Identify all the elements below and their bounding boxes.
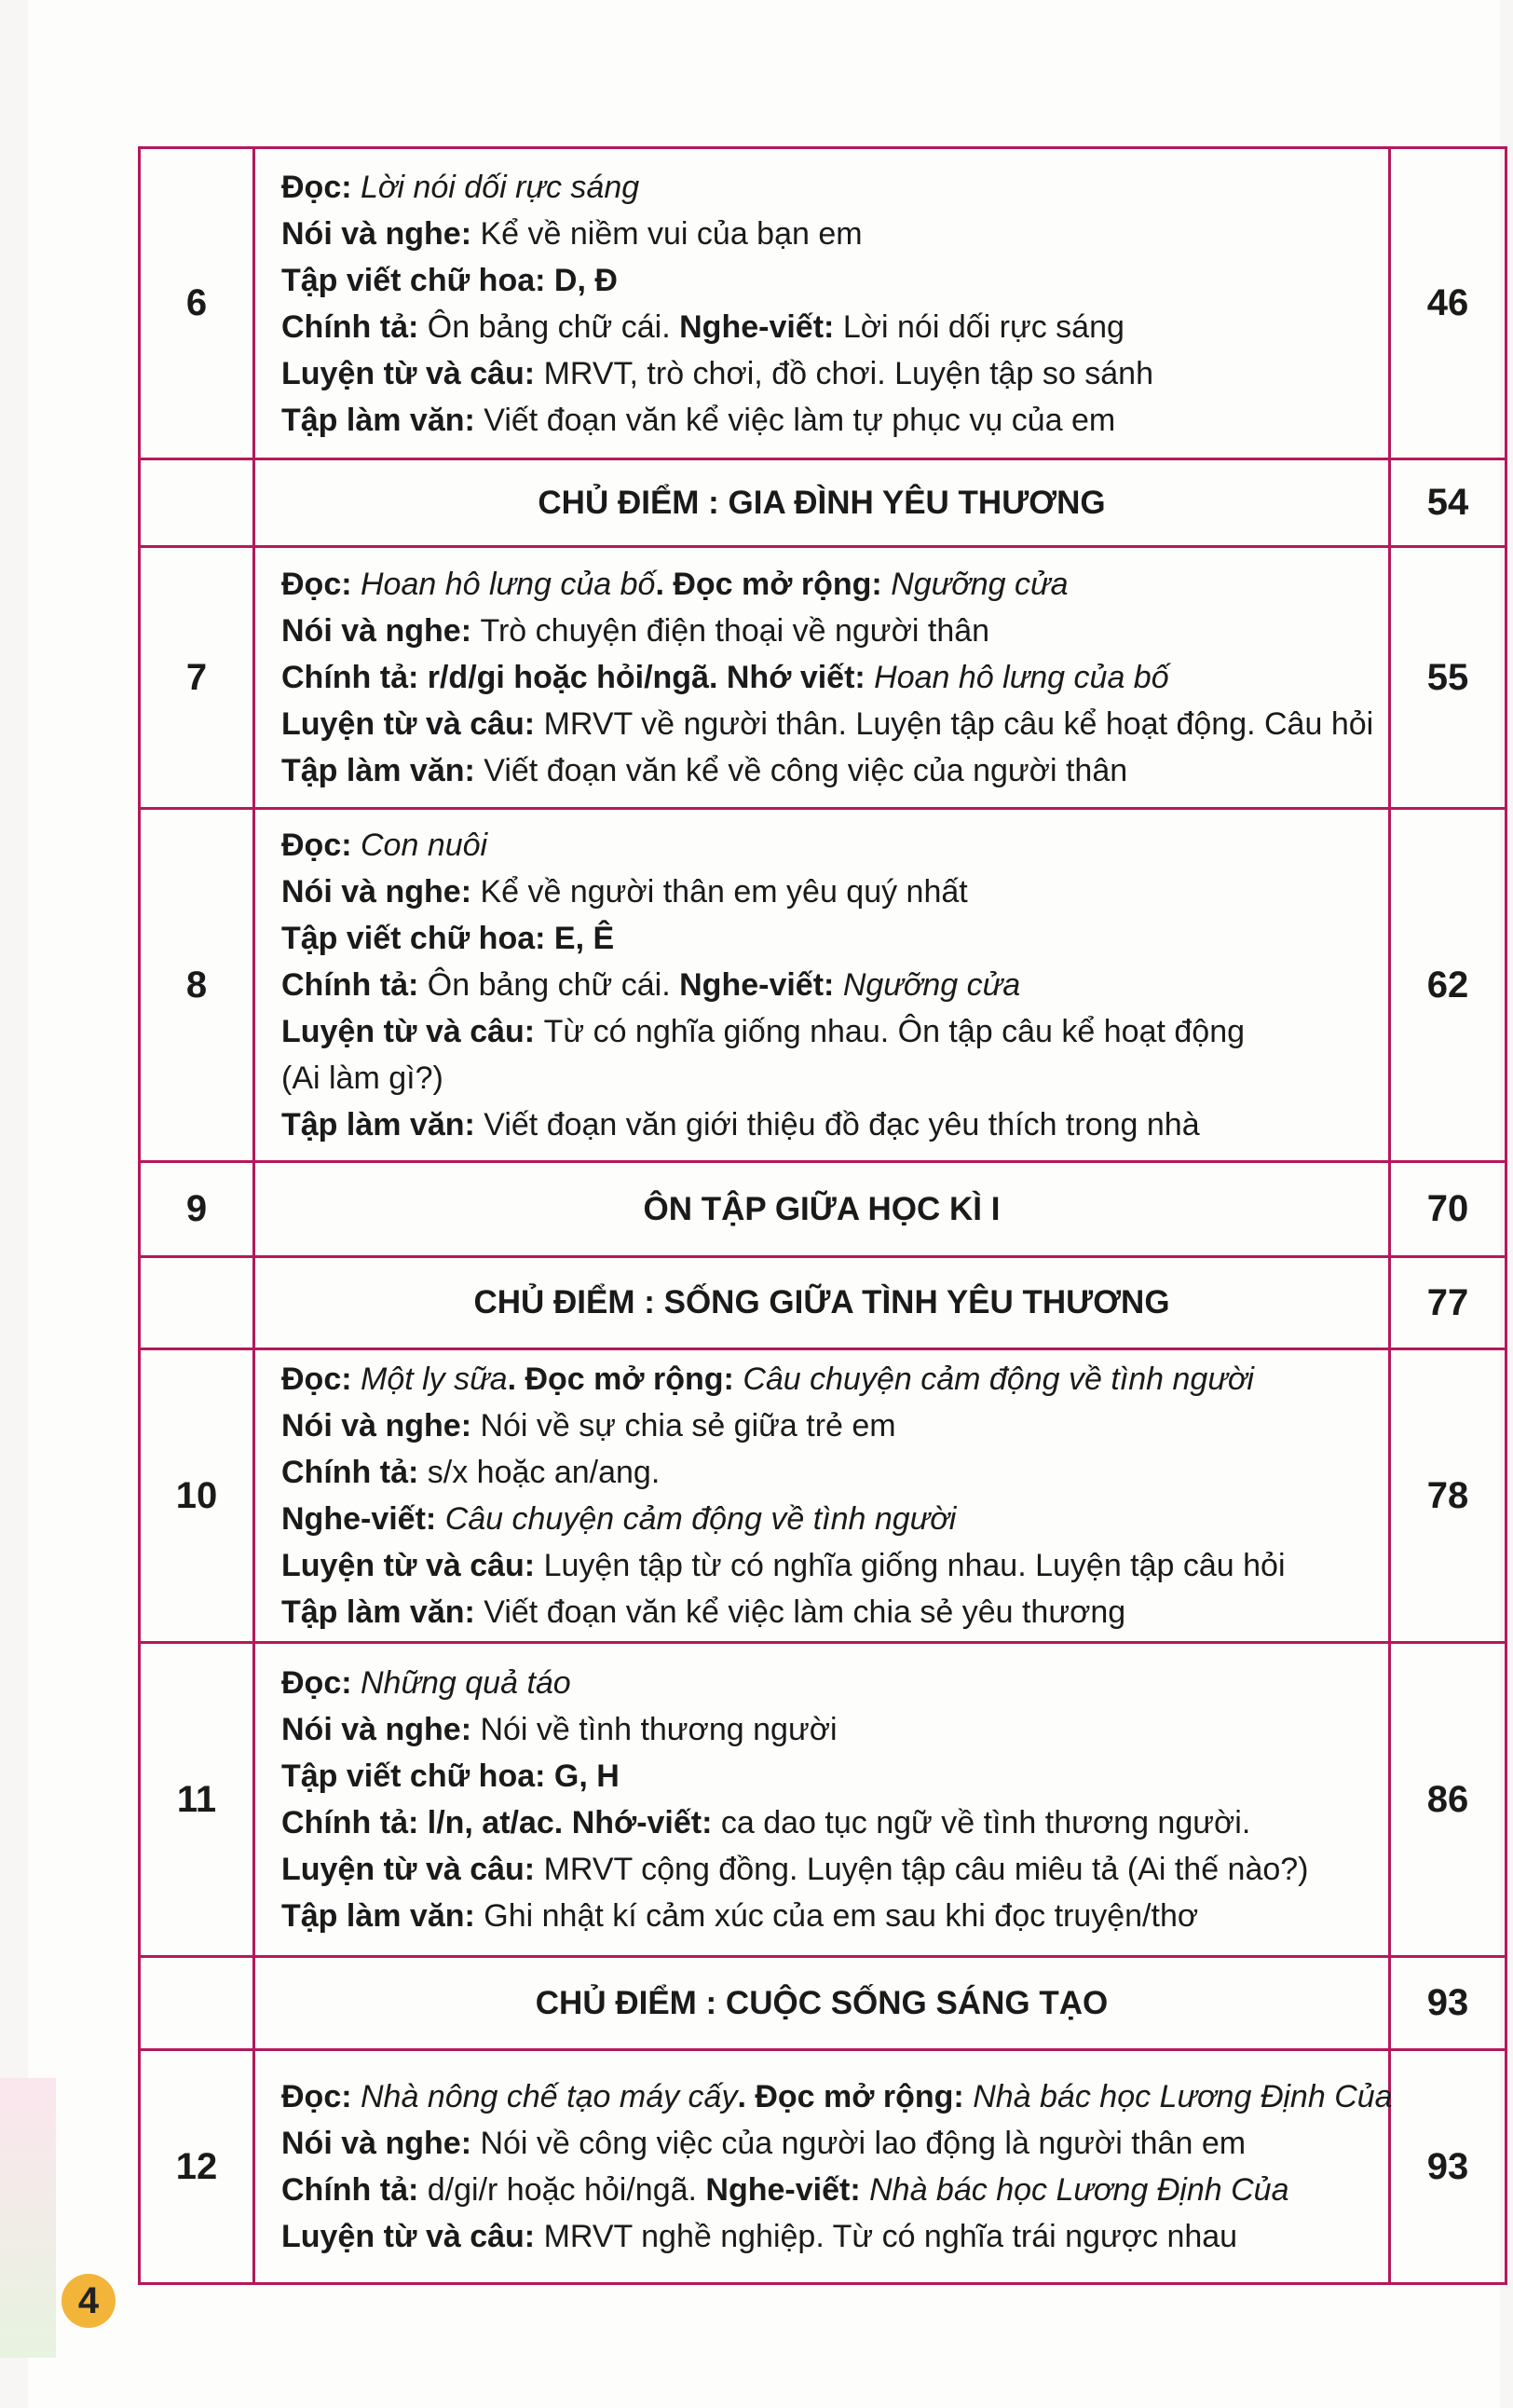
lesson-line	[281, 1055, 1366, 1101]
item-text: MRVT nghề nghiệp. Từ có nghĩa trái ngược nhau	[543, 2219, 1238, 2254]
theme-row	[140, 1957, 1506, 2050]
review-title: ÔN TẬP GIỮA HỌC KÌ I	[254, 1162, 1390, 1257]
lesson-line	[281, 747, 1366, 794]
item-text: Hoan hô lưng của bố	[874, 660, 1169, 695]
lesson-line	[281, 561, 1366, 608]
item-label: Đọc:	[281, 1361, 361, 1397]
page-ref: 70	[1390, 1162, 1506, 1257]
lesson-line	[281, 304, 1366, 350]
item-label: . Đọc mở rộng:	[655, 567, 892, 602]
item-label: Nói và nghe:	[281, 613, 481, 649]
page-ref: 77	[1390, 1257, 1506, 1349]
page-number-badge: 4	[61, 2274, 116, 2328]
item-text: Một ly sữa	[361, 1361, 508, 1397]
week-number: 12	[140, 2050, 254, 2284]
item-label: Nghe-viết:	[679, 308, 843, 345]
page-ref: 46	[1390, 148, 1506, 459]
item-text: Ôn bảng chữ cái.	[427, 967, 680, 1003]
lesson-line	[281, 2213, 1366, 2260]
item-text: d/gi/r hoặc hỏi/ngã.	[427, 2172, 706, 2208]
page-ref: 86	[1390, 1643, 1506, 1957]
page-ref: 93	[1390, 2050, 1506, 2284]
item-text: MRVT cộng đồng. Luyện tập câu miêu tả (Ai thế nào?)	[543, 1852, 1309, 1887]
lesson-row	[140, 547, 1506, 809]
lesson-content	[254, 2050, 1393, 2284]
lesson-line	[281, 1753, 1366, 1799]
week-number: 10	[140, 1349, 254, 1643]
lesson-line	[281, 1542, 1366, 1589]
item-label: Chính tả: l/n, at/ac. Nhớ-viết:	[281, 1805, 721, 1840]
item-label: Nói và nghe:	[281, 215, 481, 252]
item-label: Nghe-viết:	[705, 2172, 870, 2208]
item-label: Chính tả: r/d/gi hoặc hỏi/ngã. Nhớ viết:	[281, 660, 875, 695]
item-text: Từ có nghĩa giống nhau. Ôn tập câu kể hoạt động	[543, 1014, 1246, 1049]
lesson-line	[281, 1449, 1366, 1496]
item-label: Chính tả:	[281, 967, 428, 1003]
item-label: Chính tả:	[281, 308, 428, 345]
lesson-line	[281, 1589, 1366, 1635]
item-text: Viết đoạn văn kể về công việc của người thân	[484, 753, 1128, 788]
item-text: Hoan hô lưng của bố	[361, 567, 656, 602]
item-text: Câu chuyện cảm động về tình người	[444, 1501, 957, 1537]
item-text: Lời nói dối rực sáng	[361, 169, 640, 205]
week-number	[140, 1957, 254, 2050]
item-text: ca dao tục ngữ về tình thương người.	[720, 1805, 1251, 1840]
theme-title: CHỦ ĐIỂM : CUỘC SỐNG SÁNG TẠO	[254, 1957, 1390, 2050]
item-text: Ngưỡng cửa	[842, 967, 1021, 1003]
item-text: (Ai làm gì?)	[281, 1060, 443, 1096]
lesson-content	[254, 809, 1390, 1162]
lesson-content	[254, 1643, 1390, 1957]
week-number: 9	[140, 1162, 254, 1257]
item-label: Nói và nghe:	[281, 874, 481, 910]
item-text: Nói về tình thương người	[480, 1712, 838, 1747]
item-label: . Đọc mở rộng:	[507, 1361, 743, 1397]
item-text: Trò chuyện điện thoại về người thân	[480, 613, 990, 649]
lesson-line	[281, 1402, 1366, 1449]
lesson-line	[281, 1799, 1366, 1846]
page-ref: 93	[1390, 1957, 1506, 2050]
item-text: Kể về niềm vui của bạn em	[480, 215, 863, 252]
week-number	[140, 1257, 254, 1349]
lesson-line	[281, 257, 1366, 304]
item-text: MRVT về người thân. Luyện tập câu kể hoạt động. Câu hỏi	[543, 706, 1374, 742]
week-number: 7	[140, 547, 254, 809]
item-text: Viết đoạn văn giới thiệu đồ đạc yêu thích trong nhà	[484, 1107, 1200, 1142]
item-label: Luyện từ và câu:	[281, 706, 544, 742]
lesson-row	[140, 1349, 1506, 1643]
item-text: Nói về công việc của người lao động là người thân em	[480, 2126, 1247, 2161]
lesson-line	[281, 1496, 1366, 1542]
page-ref: 78	[1390, 1349, 1506, 1643]
lesson-line	[281, 350, 1366, 397]
item-label: Luyện từ và câu:	[281, 1852, 544, 1887]
page-ref: 55	[1390, 547, 1506, 809]
item-label: Nói và nghe:	[281, 1408, 481, 1443]
item-label: Luyện từ và câu:	[281, 1548, 544, 1583]
theme-row	[140, 1257, 1506, 1349]
theme-row	[140, 459, 1506, 547]
lesson-line	[281, 608, 1366, 654]
item-label: Đọc:	[281, 1665, 361, 1701]
lesson-line	[281, 2167, 1366, 2213]
item-label: Nói và nghe:	[281, 2126, 481, 2161]
item-text: Luyện tập từ có nghĩa giống nhau. Luyện tập câu hỏi	[543, 1548, 1286, 1583]
item-label: Chính tả:	[281, 1455, 428, 1490]
lesson-row	[140, 809, 1506, 1162]
lesson-line	[281, 397, 1366, 444]
page-ref: 62	[1390, 809, 1506, 1162]
item-label: Tập làm văn:	[281, 1594, 484, 1630]
item-text: Ngưỡng cửa	[891, 567, 1069, 602]
item-label: Đọc:	[281, 828, 361, 863]
item-label: Tập làm văn:	[281, 1898, 484, 1934]
item-text: Câu chuyện cảm động về tình người	[743, 1361, 1254, 1397]
lesson-row	[140, 1643, 1506, 1957]
item-label: Tập làm văn:	[281, 1107, 484, 1142]
item-label: Luyện từ và câu:	[281, 2219, 544, 2254]
week-number: 6	[140, 148, 254, 459]
item-label: Luyện từ và câu:	[281, 1014, 544, 1049]
week-number	[140, 459, 254, 547]
item-text: Nói về sự chia sẻ giữa trẻ em	[480, 1408, 896, 1443]
lesson-line	[281, 211, 1366, 257]
lesson-line	[281, 915, 1366, 962]
lesson-line	[281, 1356, 1366, 1402]
item-text: Con nuôi	[361, 828, 488, 863]
lesson-line	[281, 1893, 1366, 1939]
item-text: Nhà nông chế tạo máy cấy	[361, 2079, 738, 2114]
lesson-row	[140, 148, 1506, 459]
week-number: 11	[140, 1643, 254, 1957]
lesson-line	[281, 869, 1366, 915]
lesson-line	[281, 1008, 1366, 1055]
lesson-content	[254, 1349, 1390, 1643]
table-of-contents	[138, 146, 1507, 2285]
item-label: Luyện từ và câu:	[281, 355, 544, 391]
item-text: MRVT, trò chơi, đồ chơi. Luyện tập so sánh	[543, 355, 1153, 391]
item-text: Viết đoạn văn kể việc làm tự phục vụ của em	[484, 402, 1116, 438]
lesson-line	[281, 701, 1374, 747]
lesson-line	[281, 2073, 1393, 2120]
theme-title: CHỦ ĐIỂM : SỐNG GIỮA TÌNH YÊU THƯƠNG	[254, 1257, 1390, 1349]
review-row	[140, 1162, 1506, 1257]
item-label: Đọc:	[281, 567, 361, 602]
lesson-content	[254, 547, 1390, 809]
item-label: Tập viết chữ hoa: G, H	[281, 1758, 620, 1794]
lesson-line	[281, 164, 1366, 211]
item-label: Chính tả:	[281, 2172, 428, 2208]
week-number: 8	[140, 809, 254, 1162]
item-label: Tập làm văn:	[281, 753, 484, 788]
item-label: . Đọc mở rộng:	[737, 2079, 974, 2114]
item-text: Nhà bác học Lương Định Của	[973, 2079, 1393, 2114]
lesson-line	[281, 1846, 1366, 1893]
lesson-line	[281, 1660, 1366, 1706]
item-label: Nghe-viết:	[679, 967, 843, 1003]
item-text: Những quả táo	[361, 1665, 571, 1701]
item-label: Nghe-viết:	[281, 1501, 445, 1537]
item-text: Viết đoạn văn kể việc làm chia sẻ yêu thương	[484, 1594, 1126, 1630]
lesson-line	[281, 962, 1366, 1008]
lesson-line	[281, 1101, 1366, 1148]
item-text: Ôn bảng chữ cái.	[427, 308, 680, 345]
item-text: Nhà bác học Lương Định Của	[869, 2172, 1289, 2208]
item-text: Kể về người thân em yêu quý nhất	[480, 874, 968, 910]
item-label: Đọc:	[281, 2079, 361, 2114]
item-text: s/x hoặc an/ang.	[427, 1455, 661, 1490]
item-text: Lời nói dối rực sáng	[842, 308, 1125, 345]
item-label: Nói và nghe:	[281, 1712, 481, 1747]
theme-title: CHỦ ĐIỂM : GIA ĐÌNH YÊU THƯƠNG	[254, 459, 1390, 547]
lesson-row	[140, 2050, 1506, 2284]
item-label: Tập viết chữ hoa: D, Đ	[281, 262, 618, 298]
lesson-line	[281, 654, 1366, 701]
lesson-line	[281, 2120, 1366, 2167]
page-ref: 54	[1390, 459, 1506, 547]
lesson-content	[254, 148, 1390, 459]
item-label: Đọc:	[281, 169, 361, 205]
lesson-line	[281, 1706, 1366, 1753]
decorative-illustration	[0, 2078, 56, 2358]
item-label: Tập làm văn:	[281, 402, 484, 438]
lesson-line	[281, 822, 1366, 869]
item-label: Tập viết chữ hoa: E, Ê	[281, 921, 615, 956]
item-text: Ghi nhật kí cảm xúc của em sau khi đọc truyện/thơ	[484, 1898, 1199, 1934]
